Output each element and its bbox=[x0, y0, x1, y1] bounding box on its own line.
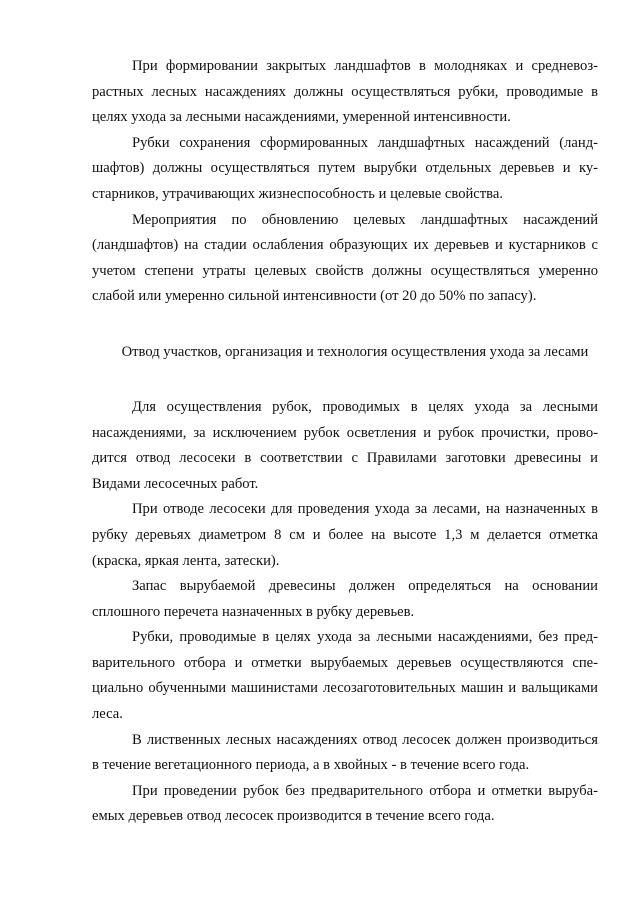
paragraph-closed-landscapes: При формировании закрытых ландшафтов в молодняках и средневозрастных лесных насаждениях должны осуществляться рубки, проводимые в целях ухода за лесными насаждениями, умеренной интенсивности. bbox=[92, 58, 598, 126]
document-page bbox=[92, 54, 598, 830]
paragraph-renewal-measures: Мероприятия по обновлению целевых ландшафтных насаждений (ландшафтов) на стадии ослабления образующих их деревьев и кустарников с учетом степени утраты целевых свойств должны осуществляться умеренно слабой или умеренно сильной интенсивности (от 20 до 50% по запасу). bbox=[92, 211, 598, 305]
paragraph-deciduous-allocation: В лиственных лесных насаждениях отвод лесосек должен производиться в течение вегетационного периода, а в хвойных - в течение всего года. bbox=[92, 731, 598, 774]
paragraph-allocation-timing: При проведении рубок без предварительного отбора и отметки вырубаемых деревьев отвод лесосек производится в течение всего года. bbox=[92, 782, 598, 825]
paragraph-unmarked-cuttings: Рубки, проводимые в целях ухода за лесными насаждениями, без предварительного отбора и отметки вырубаемых деревьев осуществляются специально обученными машинистами лесозаготовительных машин и вальщиками леса. bbox=[92, 629, 598, 723]
paragraph-plot-allocation: Для осуществления рубок, проводимых в целях ухода за лесными насаждениями, за исключением рубок осветления и рубок прочистки, проводится отвод лесосеки в соответствии с Правилами заготовки древесины и Видами лесосечных работ. bbox=[92, 398, 598, 492]
paragraph-timber-volume: Запас вырубаемой древесины должен определяться на основании сплошного перечета назначенных в рубку деревьев. bbox=[92, 578, 598, 620]
paragraph-preservation-cuttings: Рубки сохранения сформированных ландшафтных насаждений (ландшафтов) должны осуществляться путем вырубки отдельных деревьев и кустарников, утрачивающих жизнеспособность и целевые свойства. bbox=[92, 134, 598, 202]
section-heading: Отвод участков, организация и технология осуществления ухода за лесами bbox=[121, 343, 589, 360]
paragraph-tree-marking: При отводе лесосеки для проведения ухода за лесами, на назначенных в рубку деревьях диаметром 8 см и более на высоте 1,3 м делается отметка (краска, яркая лента, затески). bbox=[92, 501, 598, 569]
